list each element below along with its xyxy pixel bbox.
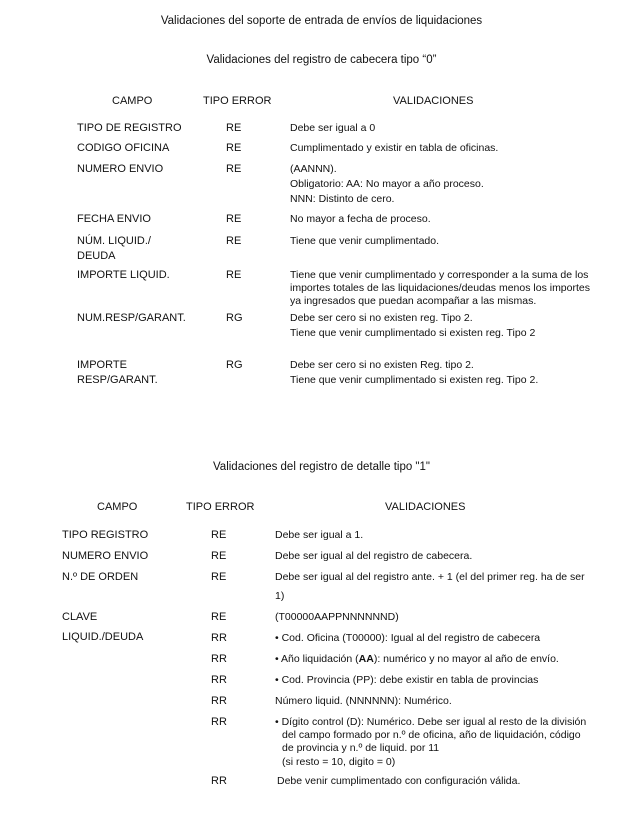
- s0-row-validacion: Debe ser igual a 0: [290, 122, 376, 134]
- s0-row-validacion: No mayor a fecha de proceso.: [290, 213, 431, 225]
- s0-row-campo: NÚM. LIQUID./: [77, 235, 151, 247]
- s1-row-campo: TIPO REGISTRO: [62, 529, 149, 541]
- s1-row-validacion: Debe venir cumplimentado con configuración válida.: [277, 775, 521, 787]
- s0-row-validacion: Obligatorio: AA: No mayor a año proceso.: [290, 178, 484, 190]
- s0-row-campo: TIPO DE REGISTRO: [77, 122, 182, 134]
- s0-row-campo: NUM.RESP/GARANT.: [77, 312, 186, 324]
- s1-anio-bold: AA: [358, 653, 374, 665]
- s0-row-campo: IMPORTE LIQUID.: [77, 269, 170, 281]
- s0-row-tipo: RE: [226, 269, 242, 281]
- section-0-title: Validaciones del registro de cabecera tipo “0”: [206, 54, 437, 66]
- header-tipo-error: TIPO ERROR: [203, 95, 272, 107]
- header-validaciones: VALIDACIONES: [385, 501, 466, 513]
- s0-row-campo: NUMERO ENVIO: [77, 163, 164, 175]
- s1-row-campo: NUMERO ENVIO: [62, 550, 149, 562]
- s0-row-validacion: ya ingresados que puedan acompañar a las mismas.: [290, 295, 537, 307]
- s0-row-campo-cont: DEUDA: [77, 250, 116, 262]
- s1-row-validacion: Número liquid. (NNNNNN): Numérico.: [275, 695, 452, 707]
- s0-row-validacion: Tiene que venir cumplimentado y corresponder a la suma de los: [290, 269, 589, 281]
- header-validaciones: VALIDACIONES: [393, 95, 474, 107]
- header-campo: CAMPO: [112, 95, 153, 107]
- section-1-title: Validaciones del registro de detalle tipo "1": [212, 461, 430, 473]
- s1-row-tipo: RE: [211, 611, 227, 623]
- s1-row-validacion: • Cod. Oficina (T00000): Igual al del registro de cabecera: [275, 632, 541, 644]
- document-title: Validaciones del soporte de entrada de envíos de liquidaciones: [160, 15, 483, 27]
- s0-row-tipo: RG: [226, 312, 243, 324]
- s1-row-validacion: del campo formado por n.º de oficina, año de liquidación, código: [282, 729, 581, 741]
- s1-row-validacion: • Dígito control (D): Numérico. Debe ser igual al resto de la división: [275, 716, 587, 728]
- s1-row-campo: LIQUID./DEUDA: [62, 631, 144, 643]
- s0-row-campo: IMPORTE: [77, 359, 127, 371]
- s1-row-validacion: [275, 652, 559, 667]
- s1-row-tipo: RE: [211, 550, 227, 562]
- s1-row-validacion: (T00000AAPPNNNNNND): [275, 611, 399, 623]
- s0-row-campo-cont: RESP/GARANT.: [77, 374, 158, 386]
- s0-row-tipo: RE: [226, 163, 242, 175]
- s1-row-validacion: Debe ser igual al del registro de cabecera.: [275, 550, 473, 562]
- s0-row-campo: CODIGO OFICINA: [77, 142, 170, 154]
- s0-row-tipo: RG: [226, 359, 243, 371]
- header-tipo-error: TIPO ERROR: [186, 501, 255, 513]
- s1-row-tipo: RE: [211, 529, 227, 541]
- s0-row-tipo: RE: [226, 122, 242, 134]
- s0-row-validacion: NNN: Distinto de cero.: [290, 193, 395, 205]
- s0-row-tipo: RE: [226, 213, 242, 225]
- s1-row-tipo: RR: [211, 674, 227, 686]
- s0-row-validacion: (AANNN).: [290, 163, 337, 175]
- s0-row-validacion: Tiene que venir cumplimentado.: [290, 235, 440, 247]
- s1-row-tipo: RR: [211, 632, 227, 644]
- s0-row-validacion: Cumplimentado y existir en tabla de oficinas.: [290, 142, 499, 154]
- s1-row-tipo: RR: [211, 775, 227, 787]
- s0-row-validacion: importes totales de las liquidaciones/deudas menos los importes: [290, 282, 590, 294]
- s1-row-validacion: (si resto = 10, digito = 0): [282, 756, 396, 768]
- s1-anio-prefix: • Año liquidación (: [275, 653, 359, 665]
- s1-row-campo: CLAVE: [62, 611, 98, 623]
- s0-row-validacion: Debe ser cero si no existen reg. Tipo 2.: [290, 312, 473, 324]
- s1-row-validacion: de provincia y n.º de liquid. por 11: [282, 742, 440, 754]
- s1-row-tipo: RE: [211, 571, 227, 583]
- s0-row-validacion: Tiene que venir cumplimentado si existen reg. Tipo 2.: [290, 374, 539, 386]
- s1-row-validacion: Debe ser igual a 1.: [275, 529, 364, 541]
- s1-anio-suffix: ): numérico y no mayor al año de envío.: [373, 653, 559, 665]
- s0-row-tipo: RE: [226, 235, 242, 247]
- s1-row-validacion: Debe ser igual al del registro ante. + 1 (el del primer reg. ha de ser: [275, 571, 585, 583]
- s1-row-tipo: RR: [211, 653, 227, 665]
- s0-row-campo: FECHA ENVIO: [77, 213, 151, 225]
- s0-row-tipo: RE: [226, 142, 242, 154]
- s1-row-tipo: RR: [211, 695, 227, 707]
- s0-row-validacion: Tiene que venir cumplimentado si existen reg. Tipo 2: [290, 327, 536, 339]
- s1-row-validacion: • Cod. Provincia (PP): debe existir en tabla de provincias: [275, 674, 539, 686]
- s1-row-campo: N.º DE ORDEN: [62, 571, 139, 583]
- s0-row-validacion: Debe ser cero si no existen Reg. tipo 2.: [290, 359, 474, 371]
- header-campo: CAMPO: [97, 501, 138, 513]
- s1-row-tipo: RR: [211, 716, 227, 728]
- s1-row-validacion: 1): [275, 590, 285, 602]
